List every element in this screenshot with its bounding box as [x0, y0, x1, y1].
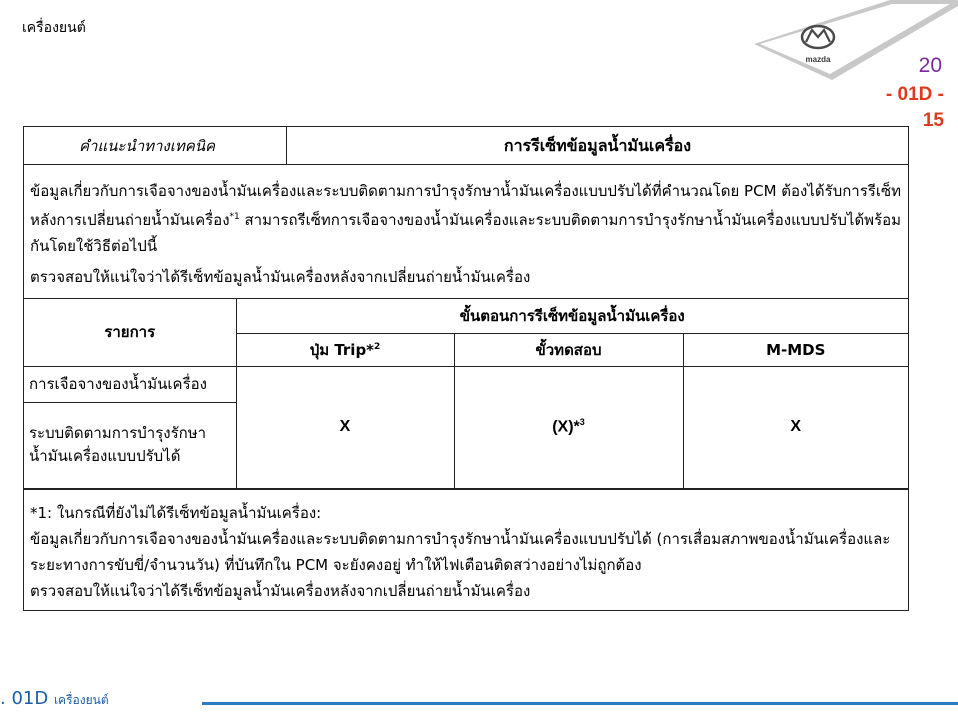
- intro-text: [30, 178, 902, 259]
- item-header: รายการ: [24, 299, 236, 366]
- method-mmds-header: M-MDS: [683, 333, 908, 366]
- procedure-table-row: [24, 299, 908, 490]
- method-test-terminal-header: ขั้วทดสอบ: [454, 333, 683, 366]
- hint-label: คำแนะนำทางเทคนิค: [24, 127, 287, 164]
- intro-text-part1: ข้อมูลเกี่ยวกับการเจือจางของน้ำมันเครื่องและระบบติดตามการบำรุงรักษาน้ำมันเครื่องแบบปรับได้ที่คำนวณโดย PCM ต้องได้รับการรีเซ็ทหลังการเปลี่ยนถ่ายน้ำมันเครื่อง: [30, 182, 902, 229]
- footer-code: . 01D: [0, 688, 49, 709]
- section-code-line1: - 01D -: [885, 84, 944, 105]
- intro-footnote-ref: *1: [229, 212, 240, 222]
- logo-text: mazda: [805, 55, 831, 64]
- footer-title: เครื่องยนต์: [53, 693, 109, 707]
- technical-hint-document: [23, 126, 909, 611]
- procedure-header-row: [24, 299, 908, 333]
- footer-section-label: [0, 688, 109, 710]
- footer-divider: [202, 702, 958, 705]
- mark-trip-button: X: [236, 366, 454, 488]
- page-header-title: เครื่องยนต์: [22, 20, 86, 36]
- table-row: [24, 366, 908, 402]
- intro-section: [24, 165, 908, 299]
- intro-paragraphs: [24, 165, 908, 298]
- page-number: 20: [918, 54, 942, 77]
- note-title: *1: ในกรณีที่ยังไม่ได้รีเซ็ทข้อมูลน้ำมันเครื่อง:: [30, 503, 322, 522]
- section-code-line2: 15: [922, 110, 944, 131]
- note-body: ข้อมูลเกี่ยวกับการเจือจางของน้ำมันเครื่องและระบบติดตามการบำรุงรักษาน้ำมันเครื่องแบบปรับได้ (การเสื่อมสภาพของน้ำมันเครื่องและระยะทางการขับขี่/จำนวนวัน) ที่บันทึกใน PCM จะยังคงอยู่ ทำให้ไฟเตือนติดสว่างอย่างไม่ถูกต้อง: [30, 529, 891, 574]
- notes-text: [24, 490, 908, 610]
- hint-header-row: [24, 127, 908, 165]
- row-oil-dilution: การเจือจางของน้ำมันเครื่อง: [24, 366, 236, 402]
- intro-confirm-text: ตรวจสอบให้แน่ใจว่าได้รีเซ็ทข้อมูลน้ำมันเครื่องหลังจากเปลี่ยนถ่ายน้ำมันเครื่อง: [30, 268, 531, 286]
- intro-text-part2: สามารถรีเซ็ทการเจือจางของน้ำมันเครื่องและระบบติดตามการบำรุงรักษาน้ำมันเครื่องแบบปรับได้พร้อมกันโดยใช้วิธีต่อไปนี้: [30, 211, 902, 255]
- row-flexible-maintenance: ระบบติดตามการบำรุงรักษาน้ำมันเครื่องแบบปรับได้: [24, 402, 236, 488]
- note-confirm: ตรวจสอบให้แน่ใจว่าได้รีเซ็ทข้อมูลน้ำมันเครื่องหลังจากเปลี่ยนถ่ายน้ำมันเครื่อง: [30, 581, 531, 600]
- mark-mmds: X: [683, 366, 908, 488]
- hint-title: การรีเซ็ทข้อมูลน้ำมันเครื่อง: [503, 136, 692, 155]
- mark-test-terminal: (X)*$^3$: [454, 366, 683, 488]
- method-trip-button-header: ปุ่ม Trip*$^2$: [236, 333, 454, 366]
- procedure-table: [24, 299, 908, 489]
- procedure-header: ขั้นตอนการรีเซ็ทข้อมูลน้ำมันเครื่อง: [236, 299, 908, 333]
- notes-section: [24, 490, 908, 610]
